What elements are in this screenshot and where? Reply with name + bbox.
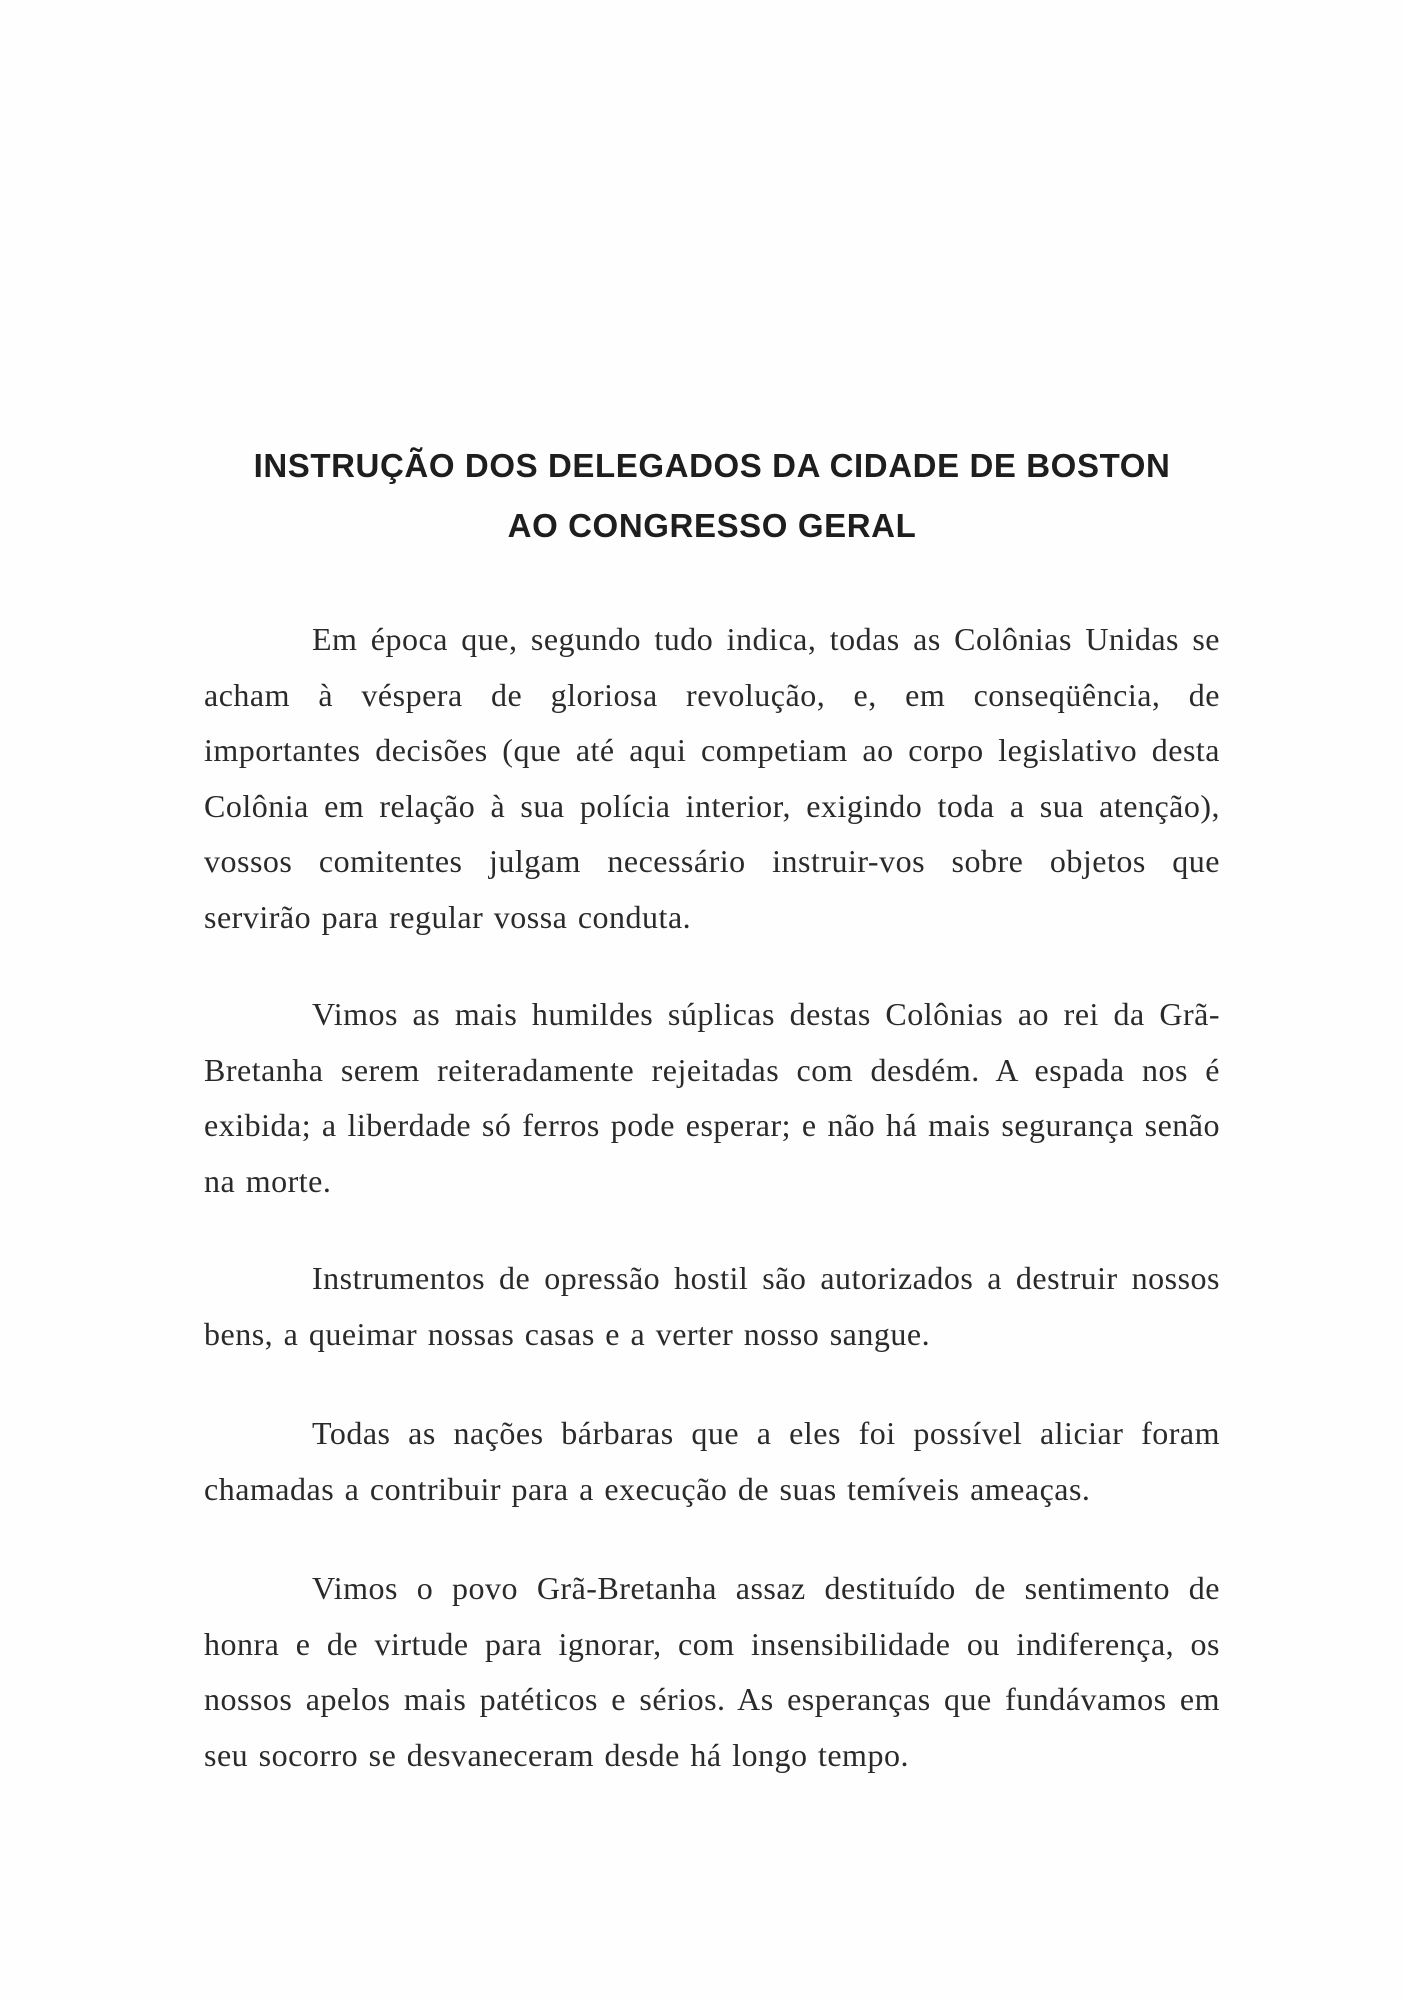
title-line-2: AO CONGRESSO GERAL	[507, 507, 917, 544]
document-body	[204, 612, 1220, 1825]
paragraph: Vimos as mais humildes súplicas destas Colônias ao rei da Grã-Bretanha serem reiteradamente rejeitadas com desdém. A espada nos é exibida; a liberdade só ferros pode esperar; e não há mais segurança senão na morte.	[204, 996, 1220, 1199]
document-title	[204, 436, 1220, 556]
paragraph: Instrumentos de opressão hostil são autorizados a destruir nossos bens, a queimar nossas casas e a verter nosso sangue.	[204, 1260, 1220, 1352]
paragraph: Vimos o povo Grã-Bretanha assaz destituído de sentimento de honra e de virtude para ignorar, com insensibilidade ou indiferença, os nossos apelos mais patéticos e sérios. As esperanças que fundávamos em seu socorro se desvaneceram desde há longo tempo.	[204, 1570, 1220, 1773]
paragraph: Em época que, segundo tudo indica, todas as Colônias Unidas se acham à véspera de gloriosa revolução, e, em conseqüência, de importantes decisões (que até aqui competiam ao corpo legislativo desta Colônia em relação à sua polícia interior, exigindo toda a sua atenção), vossos comitentes julgam necessário instruir-vos sobre objetos que servirão para regular vossa conduta.	[204, 621, 1220, 935]
paragraph: Todas as nações bárbaras que a eles foi possível aliciar foram chamadas a contribuir para a execução de suas temíveis ameaças.	[204, 1415, 1220, 1507]
title-line-1: INSTRUÇÃO DOS DELEGADOS DA CIDADE DE BOSTON	[253, 447, 1171, 484]
